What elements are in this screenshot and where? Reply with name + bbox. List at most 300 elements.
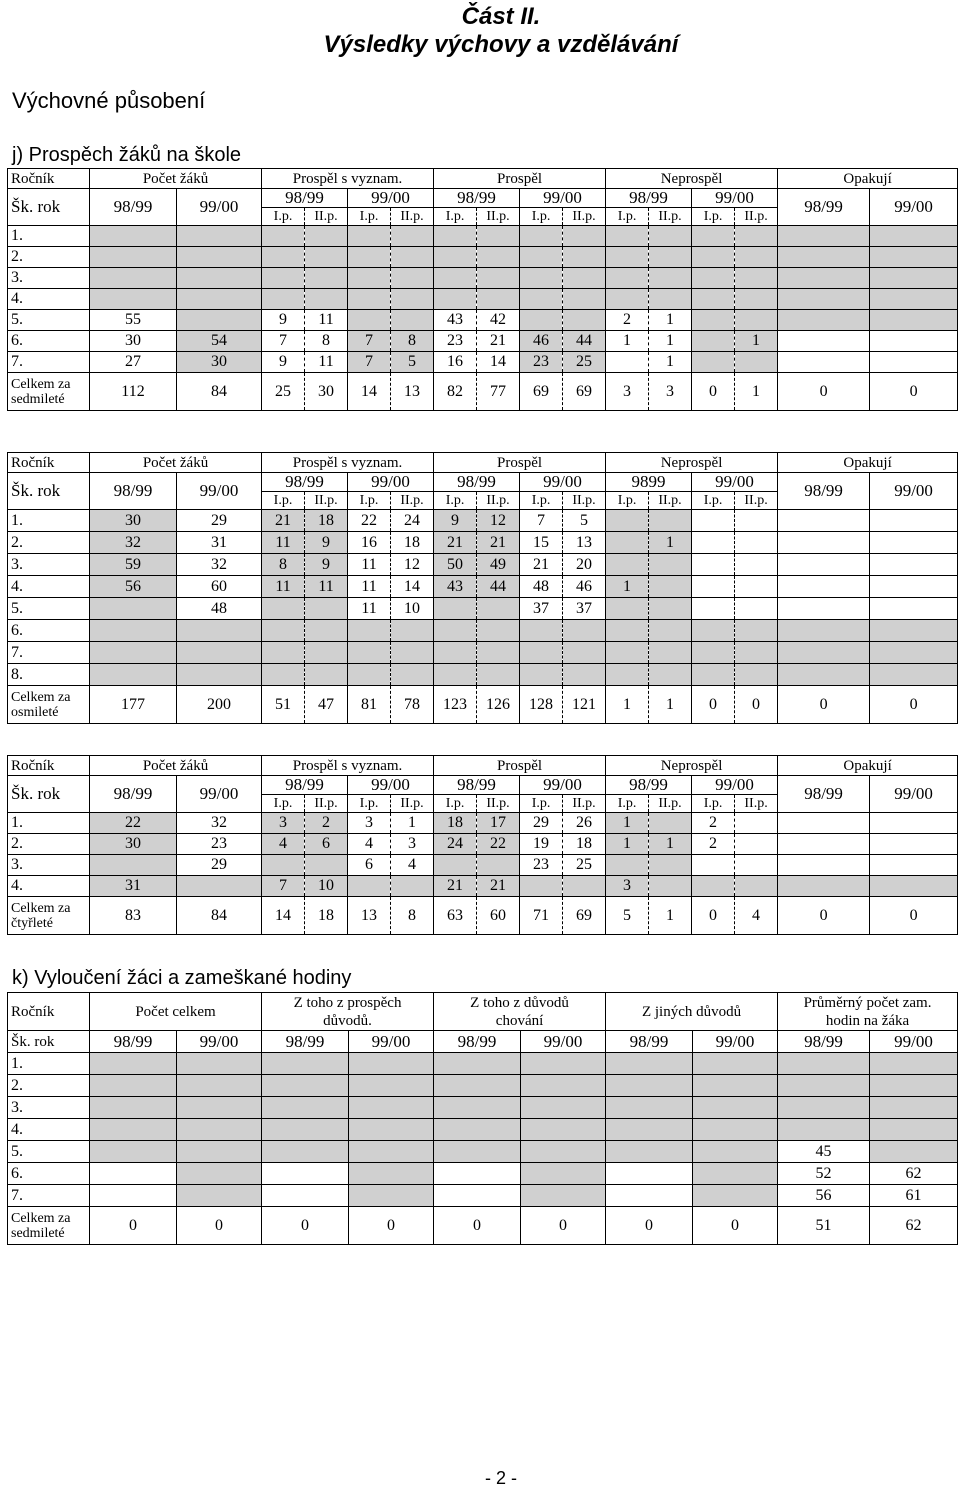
- table-cell: 27: [90, 352, 177, 373]
- total-label-line1: Celkem za: [11, 376, 71, 392]
- table-cell: [735, 554, 778, 576]
- table-cell: 1: [649, 532, 692, 554]
- table-cell: [649, 289, 692, 310]
- table-cell: 2: [606, 310, 649, 331]
- year-9899: 98/99: [434, 1031, 521, 1053]
- table-cell: [692, 876, 735, 897]
- table-cell: [348, 876, 391, 897]
- total-label-line1: Celkem za: [11, 689, 71, 705]
- table-cell: [606, 1053, 693, 1075]
- table-cell: [90, 1097, 177, 1119]
- total-cell: 112: [90, 373, 177, 411]
- table-cell: [870, 1119, 958, 1141]
- table-cell: [348, 310, 391, 331]
- table-cell: [778, 289, 870, 310]
- col-header-chovani-line2: chování: [495, 1012, 544, 1029]
- page-number: - 2 -: [484, 1468, 517, 1488]
- row-label: 6.: [8, 620, 90, 642]
- table-cell: 4: [348, 834, 391, 855]
- table-cell: [778, 855, 870, 876]
- half-label-iip: II.p.: [477, 795, 520, 813]
- table-cell: 29: [520, 813, 563, 834]
- table-cell: [735, 876, 778, 897]
- table-cell: [735, 576, 778, 598]
- half-label-ip: I.p.: [606, 795, 649, 813]
- year-9899: 98/99: [262, 1031, 349, 1053]
- table-cell: [692, 247, 735, 268]
- half-label-iip: II.p.: [735, 795, 778, 813]
- half-label-ip: I.p.: [434, 795, 477, 813]
- table-cell: [778, 226, 870, 247]
- table-cell: [348, 642, 391, 664]
- table-cell: 18: [305, 510, 348, 532]
- pocet-year-9899: 98/99: [90, 776, 177, 813]
- table-cell: [606, 1119, 693, 1141]
- half-label-ip: I.p.: [606, 492, 649, 510]
- table-cell: [305, 642, 348, 664]
- neprospel-year-9900: 99/00: [692, 473, 778, 492]
- table-cell: 6: [348, 855, 391, 876]
- table-cell: 56: [90, 576, 177, 598]
- half-label-iip: II.p.: [735, 208, 778, 226]
- table-cell: [692, 510, 735, 532]
- table-cell: [434, 1141, 521, 1163]
- table-cell: [520, 664, 563, 686]
- total-cell: 123: [434, 686, 477, 724]
- total-cell: 1: [649, 686, 692, 724]
- table-cell: 32: [177, 813, 262, 834]
- table-cell: 18: [563, 834, 606, 855]
- table-cell: [262, 855, 305, 876]
- table-cell: [606, 226, 649, 247]
- table-cell: [649, 554, 692, 576]
- table-cell: [606, 510, 649, 532]
- table-cell: [606, 1185, 693, 1207]
- col-header-prospel-vyz: Prospěl s vyznam.: [262, 169, 434, 189]
- total-cell: 82: [434, 373, 477, 411]
- table-cell: [778, 554, 870, 576]
- table-cell: [778, 576, 870, 598]
- table-cell: 9: [305, 532, 348, 554]
- table-cell: [692, 554, 735, 576]
- half-label-iip: II.p.: [305, 208, 348, 226]
- table-cell: [692, 664, 735, 686]
- table-cell: [693, 1185, 778, 1207]
- table-cell: [520, 247, 563, 268]
- table-cell: [735, 226, 778, 247]
- table-cell: [348, 247, 391, 268]
- table-cell: [348, 620, 391, 642]
- total-cell: 13: [348, 897, 391, 935]
- table-cell: [692, 289, 735, 310]
- table-cell: [735, 664, 778, 686]
- table-cell: 37: [520, 598, 563, 620]
- table-cell: 13: [563, 532, 606, 554]
- table-cell: 2: [305, 813, 348, 834]
- table-cell: 14: [477, 352, 520, 373]
- table-cell: [434, 289, 477, 310]
- total-cell: 60: [477, 897, 520, 935]
- table-cell: 9: [434, 510, 477, 532]
- total-cell: 3: [649, 373, 692, 411]
- table-cell: 4: [391, 855, 434, 876]
- row-label: 4.: [8, 876, 90, 897]
- table-cell: [262, 1075, 349, 1097]
- table-cell: [305, 226, 348, 247]
- row-label: 1.: [8, 813, 90, 834]
- table-cell: [521, 1053, 606, 1075]
- table-cell: 10: [391, 598, 434, 620]
- table-cell: [477, 620, 520, 642]
- table-cell: [262, 664, 305, 686]
- total-cell: 0: [349, 1207, 434, 1245]
- half-label-iip: II.p.: [391, 208, 434, 226]
- table-cell: [606, 352, 649, 373]
- table-cell: [735, 855, 778, 876]
- table-cell: [778, 620, 870, 642]
- table-cell: 18: [391, 532, 434, 554]
- table-cell: [870, 1075, 958, 1097]
- table-cell: [870, 268, 958, 289]
- table-cell: [348, 268, 391, 289]
- col-header-rocnik: Ročník: [8, 169, 90, 189]
- total-cell: 81: [348, 686, 391, 724]
- table-cell: [563, 310, 606, 331]
- col-header-prospel: Prospěl: [434, 169, 606, 189]
- table-cell: [563, 268, 606, 289]
- table-cell: 44: [477, 576, 520, 598]
- total-row-label: [8, 897, 90, 935]
- opakuji-year-9899: 98/99: [778, 189, 870, 226]
- table-cell: [606, 1075, 693, 1097]
- table-cell: [563, 620, 606, 642]
- table-cell: 37: [563, 598, 606, 620]
- table-cell: [649, 510, 692, 532]
- table-cell: [90, 642, 177, 664]
- table-cell: [735, 532, 778, 554]
- table-cell: 12: [477, 510, 520, 532]
- table-cell: [649, 247, 692, 268]
- table-cell: 7: [348, 352, 391, 373]
- table-cell: [870, 1053, 958, 1075]
- table-cell: 46: [520, 331, 563, 352]
- year-9900: 99/00: [177, 1031, 262, 1053]
- table-cell: [870, 1141, 958, 1163]
- total-cell: 84: [177, 897, 262, 935]
- table-cell: [262, 1119, 349, 1141]
- col-header-prospel-vyz: Prospěl s vyznam.: [262, 453, 434, 473]
- table-cell: 11: [262, 576, 305, 598]
- subsection-j-title: j) Prospěch žáků na škole: [12, 144, 242, 166]
- table-cell: 56: [778, 1185, 870, 1207]
- table-cell: [606, 289, 649, 310]
- total-cell: 121: [563, 686, 606, 724]
- half-label-ip: I.p.: [348, 208, 391, 226]
- table-cell: 11: [305, 352, 348, 373]
- total-cell: 5: [606, 897, 649, 935]
- table-cell: [349, 1163, 434, 1185]
- total-cell: 0: [692, 897, 735, 935]
- table-cell: 1: [649, 834, 692, 855]
- prospel-year-9899: 98/99: [434, 473, 520, 492]
- table-cell: [563, 664, 606, 686]
- table-cell: [870, 554, 958, 576]
- table-cell: 21: [477, 532, 520, 554]
- table-cell: 1: [606, 813, 649, 834]
- table-cell: [391, 289, 434, 310]
- table-cell: [262, 1163, 349, 1185]
- table-cell: [90, 1053, 177, 1075]
- table-cell: [778, 1053, 870, 1075]
- table-cell: [778, 1097, 870, 1119]
- table-cell: [90, 226, 177, 247]
- table-cell: [177, 1185, 262, 1207]
- total-cell: 63: [434, 897, 477, 935]
- row-label: 7.: [8, 642, 90, 664]
- table-cell: [477, 855, 520, 876]
- table-cell: [692, 352, 735, 373]
- table-cell: 59: [90, 554, 177, 576]
- half-label-iip: II.p.: [305, 795, 348, 813]
- table-cell: 11: [262, 532, 305, 554]
- col-header-rocnik: Ročník: [8, 756, 90, 776]
- table-cell: [692, 268, 735, 289]
- table-cell: 2: [692, 834, 735, 855]
- table-cell: [563, 289, 606, 310]
- table-cell: 21: [477, 876, 520, 897]
- half-label-ip: I.p.: [692, 492, 735, 510]
- half-label-iip: II.p.: [305, 492, 348, 510]
- table-cell: [177, 310, 262, 331]
- table-cell: 30: [90, 510, 177, 532]
- table-cell: [521, 1141, 606, 1163]
- table-cell: [177, 1119, 262, 1141]
- table-cell: 45: [778, 1141, 870, 1163]
- table-cell: [870, 310, 958, 331]
- table-cell: [520, 226, 563, 247]
- part-heading: Část II.: [461, 3, 541, 30]
- total-cell: 51: [262, 686, 305, 724]
- results-table-sedmilete: [7, 168, 958, 411]
- table-cell: 21: [434, 532, 477, 554]
- table-cell: [606, 247, 649, 268]
- table-cell: [349, 1185, 434, 1207]
- table-cell: [262, 1097, 349, 1119]
- prospel-year-9900: 99/00: [520, 776, 606, 795]
- total-cell: 14: [262, 897, 305, 935]
- table-cell: [177, 1097, 262, 1119]
- table-cell: [649, 620, 692, 642]
- table-cell: 31: [90, 876, 177, 897]
- table-cell: [349, 1097, 434, 1119]
- row-label: 4.: [8, 289, 90, 310]
- col-header-prospel: Prospěl: [434, 756, 606, 776]
- table-cell: [778, 1119, 870, 1141]
- row-label: 3.: [8, 268, 90, 289]
- table-cell: 8: [305, 331, 348, 352]
- col-header-prumer-line1: Průměrný počet zam.: [803, 994, 932, 1011]
- table-cell: [692, 598, 735, 620]
- neprospel-year-9899: 9899: [606, 473, 692, 492]
- table-cell: 48: [177, 598, 262, 620]
- table-cell: 50: [434, 554, 477, 576]
- total-cell: 128: [520, 686, 563, 724]
- table-cell: [735, 642, 778, 664]
- table-cell: [262, 268, 305, 289]
- col-header-rocnik: Ročník: [8, 993, 90, 1031]
- table-cell: [477, 598, 520, 620]
- total-cell: 83: [90, 897, 177, 935]
- col-header-prospech-line1: Z toho z prospěch: [293, 994, 402, 1011]
- table-cell: 18: [434, 813, 477, 834]
- table-cell: [90, 1163, 177, 1185]
- half-label-ip: I.p.: [692, 795, 735, 813]
- half-label-iip: II.p.: [477, 492, 520, 510]
- total-cell: 25: [262, 373, 305, 411]
- table-cell: [520, 642, 563, 664]
- table-cell: 20: [563, 554, 606, 576]
- table-cell: 30: [177, 352, 262, 373]
- table-cell: 6: [305, 834, 348, 855]
- table-cell: [606, 268, 649, 289]
- row-label: 2.: [8, 834, 90, 855]
- table-cell: [177, 1141, 262, 1163]
- table-cell: [348, 226, 391, 247]
- total-cell: 3: [606, 373, 649, 411]
- table-cell: [90, 1075, 177, 1097]
- table-cell: [735, 620, 778, 642]
- table-cell: [434, 1119, 521, 1141]
- table-cell: [692, 310, 735, 331]
- table-cell: [391, 268, 434, 289]
- table-cell: [305, 620, 348, 642]
- table-cell: [477, 289, 520, 310]
- table-cell: [90, 1119, 177, 1141]
- table-cell: [434, 247, 477, 268]
- table-cell: [391, 310, 434, 331]
- table-cell: 62: [870, 1163, 958, 1185]
- table-cell: 3: [391, 834, 434, 855]
- table-cell: [434, 1053, 521, 1075]
- table-cell: [177, 268, 262, 289]
- table-cell: [563, 247, 606, 268]
- opakuji-year-9899: 98/99: [778, 473, 870, 510]
- row-label: 5.: [8, 598, 90, 620]
- table-cell: 44: [563, 331, 606, 352]
- half-label-iip: II.p.: [735, 492, 778, 510]
- table-cell: [870, 576, 958, 598]
- table-cell: 23: [520, 855, 563, 876]
- half-label-ip: I.p.: [348, 492, 391, 510]
- year-9899: 98/99: [778, 1031, 870, 1053]
- table-cell: [693, 1053, 778, 1075]
- table-cell: [778, 876, 870, 897]
- table-cell: 7: [520, 510, 563, 532]
- total-cell: 13: [391, 373, 434, 411]
- table-cell: [870, 834, 958, 855]
- total-cell: 8: [391, 897, 434, 935]
- row-label: 1.: [8, 226, 90, 247]
- row-label: 2.: [8, 532, 90, 554]
- table-cell: [778, 813, 870, 834]
- row-label: 4.: [8, 576, 90, 598]
- total-label-line2: sedmileté: [11, 391, 65, 407]
- row-label: 3.: [8, 554, 90, 576]
- col-header-opakuji: Opakují: [778, 169, 958, 189]
- table-cell: [90, 1185, 177, 1207]
- total-cell: 0: [870, 373, 958, 411]
- half-label-iip: II.p.: [391, 795, 434, 813]
- table-cell: [649, 226, 692, 247]
- table-cell: 16: [434, 352, 477, 373]
- half-label-ip: I.p.: [692, 208, 735, 226]
- table-cell: [870, 510, 958, 532]
- half-label-iip: II.p.: [563, 208, 606, 226]
- table-cell: [870, 1097, 958, 1119]
- table-cell: [870, 620, 958, 642]
- total-row-label: [8, 1207, 90, 1245]
- total-cell: 0: [870, 686, 958, 724]
- table-cell: [177, 1075, 262, 1097]
- total-label-line2: osmileté: [11, 704, 59, 720]
- table-cell: [693, 1119, 778, 1141]
- table-cell: [649, 642, 692, 664]
- vyz-year-9899: 98/99: [262, 473, 348, 492]
- total-label-line2: sedmileté: [11, 1225, 65, 1241]
- table-cell: [870, 664, 958, 686]
- row-header-sk-rok: Šk. rok: [8, 1031, 90, 1053]
- table-cell: [177, 620, 262, 642]
- total-label-line1: Celkem za: [11, 1210, 71, 1226]
- half-label-iip: II.p.: [649, 492, 692, 510]
- table-cell: 8: [391, 331, 434, 352]
- table-cell: 49: [477, 554, 520, 576]
- row-label: 2.: [8, 247, 90, 268]
- table-cell: 32: [177, 554, 262, 576]
- table-cell: 7: [348, 331, 391, 352]
- table-cell: [778, 664, 870, 686]
- table-cell: [870, 642, 958, 664]
- row-label: 1.: [8, 1053, 90, 1075]
- table-cell: 4: [262, 834, 305, 855]
- table-cell: 25: [563, 352, 606, 373]
- table-cell: 1: [649, 331, 692, 352]
- table-cell: 23: [520, 352, 563, 373]
- table-cell: [477, 247, 520, 268]
- opakuji-year-9900: 99/00: [870, 473, 958, 510]
- table-cell: [434, 268, 477, 289]
- table-cell: [870, 598, 958, 620]
- col-header-prospel: Prospěl: [434, 453, 606, 473]
- col-header-pocet: Počet žáků: [90, 169, 262, 189]
- vyz-year-9899: 98/99: [262, 189, 348, 208]
- table-cell: 10: [305, 876, 348, 897]
- table-cell: [434, 620, 477, 642]
- half-label-iip: II.p.: [649, 795, 692, 813]
- table-cell: [870, 813, 958, 834]
- table-cell: 23: [177, 834, 262, 855]
- table-cell: 29: [177, 855, 262, 876]
- table-cell: [692, 532, 735, 554]
- table-cell: 21: [434, 876, 477, 897]
- total-cell: 51: [778, 1207, 870, 1245]
- table-cell: 22: [90, 813, 177, 834]
- table-cell: 21: [262, 510, 305, 532]
- table-cell: 11: [348, 598, 391, 620]
- table-cell: [735, 510, 778, 532]
- table-cell: [778, 642, 870, 664]
- table-cell: [177, 876, 262, 897]
